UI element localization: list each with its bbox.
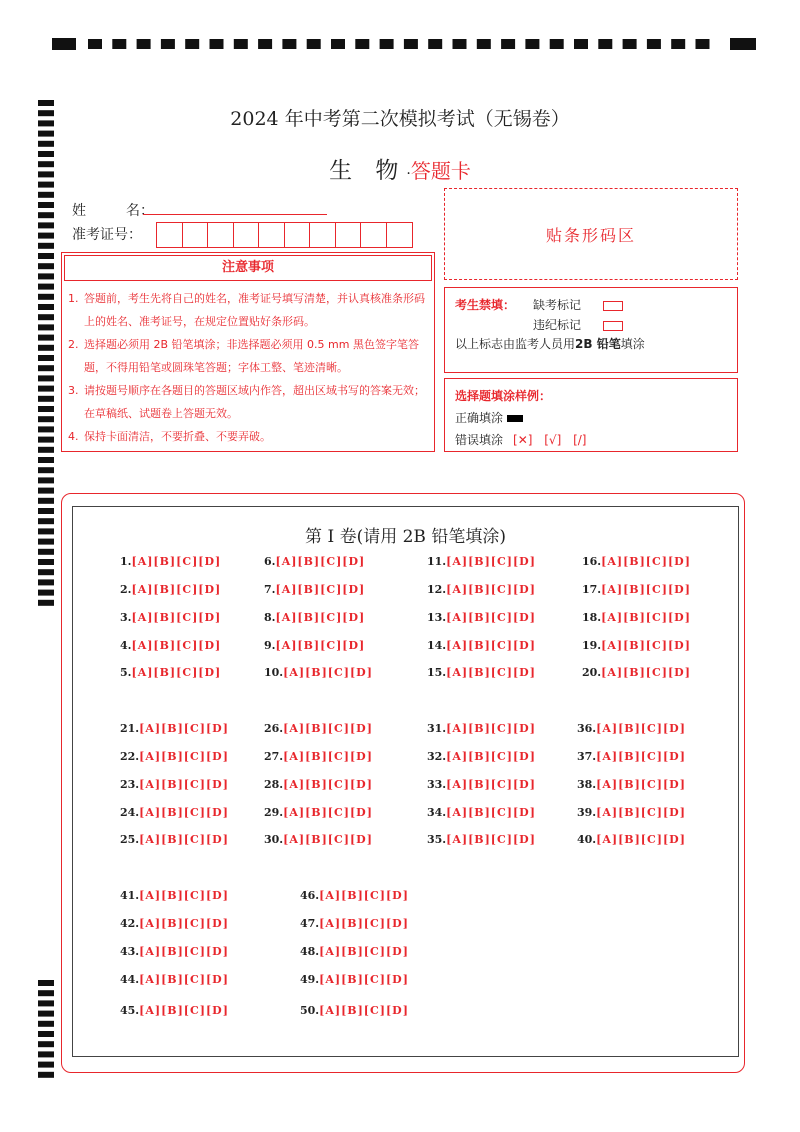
timing-mark [38,477,54,483]
question-item [427,806,536,819]
question-number: 44. [120,973,140,986]
question-number: 33. [427,778,447,791]
answer-bubbles[interactable]: [A][B][C][D] [601,583,691,596]
answer-bubbles[interactable]: [A][B][C][D] [139,945,229,958]
timing-mark [185,39,199,49]
answer-bubbles[interactable]: [A][B][C][D] [446,666,536,679]
answer-bubbles[interactable]: [A][B][C][D] [139,1004,229,1017]
notice-item-number: 4. [68,430,79,443]
violation-mark-row [533,316,623,333]
answer-bubbles[interactable]: [A][B][C][D] [596,750,686,763]
absent-mark-box[interactable] [603,301,623,311]
question-number: 31. [427,722,447,735]
timing-mark [38,528,54,534]
timing-mark [38,192,54,198]
timing-mark [38,518,54,524]
answer-bubbles[interactable]: [A][B][C][D] [139,889,229,902]
question-number: 1. [120,555,132,568]
timing-mark [38,488,54,494]
question-item [264,639,365,652]
timing-mark [38,1011,54,1017]
timing-mark [331,39,345,49]
question-item [427,722,536,735]
answer-bubbles[interactable]: [A][B][C][D] [596,833,686,846]
notice-item [68,379,428,425]
question-item [577,806,686,819]
question-item [300,889,409,902]
timing-mark [38,131,54,137]
timing-mark [38,457,54,463]
question-number: 11. [427,555,447,568]
id-digit-box[interactable] [336,223,362,247]
timing-mark [258,39,272,49]
id-digit-box[interactable] [361,223,387,247]
timing-mark [38,467,54,473]
answer-bubbles[interactable]: [A][B][C][D] [319,1004,409,1017]
question-item [120,889,229,902]
examiner-note-post: 填涂 [620,337,645,351]
answer-bubbles[interactable]: [A][B][C][D] [446,750,536,763]
answer-bubbles[interactable]: [A][B][C][D] [601,611,691,624]
question-item [300,945,409,958]
timing-mark [38,980,54,986]
question-number: 4. [120,639,132,652]
id-digit-box[interactable] [157,223,183,247]
timing-mark [453,39,467,49]
timing-mark [671,39,685,49]
question-number: 22. [120,750,140,763]
id-digit-box[interactable] [183,223,209,247]
examiner-only-label: 考生禁填： [455,298,516,312]
name-label-suffix: 名： [126,203,154,219]
notice-item-text: 请按题号顺序在各题目的答题区域内作答，超出区域书写的答案无效；在草稿纸、试题卷上答题无效。 [84,384,425,420]
answer-bubbles[interactable]: [A][B][C][D] [275,555,366,568]
question-item [582,583,691,596]
question-number: 15. [427,666,447,679]
answer-bubbles[interactable]: [A][B][C][D] [131,639,222,652]
timing-mark [355,39,369,49]
notice-list [68,287,428,448]
question-item [120,722,229,735]
timing-mark [38,1041,54,1047]
answer-bubbles[interactable]: [A][B][C][D] [319,889,409,902]
timing-mark [501,39,515,49]
question-item [264,666,373,679]
timing-mark [234,39,248,49]
section-title: 第 I 卷(请用 2B 铅笔填涂) [305,527,506,547]
answer-card-label: 答题卡 [410,159,471,183]
fill-sample-box [444,378,738,452]
timing-mark [282,39,296,49]
notice-item [68,333,428,379]
question-number: 25. [120,833,140,846]
timing-mark [525,39,539,49]
answer-bubbles[interactable]: [A][B][C][D] [275,611,366,624]
violation-mark-box[interactable] [603,321,623,331]
timing-mark [477,39,491,49]
question-item [120,639,221,652]
answer-bubbles[interactable]: [A][B][C][D] [283,778,373,791]
question-number: 32. [427,750,447,763]
question-number: 47. [300,917,320,930]
answer-bubbles[interactable]: [A][B][C][D] [319,945,409,958]
question-number: 18. [582,611,602,624]
answer-bubbles[interactable]: [A][B][C][D] [319,973,409,986]
id-digit-box[interactable] [259,223,285,247]
question-item [120,973,229,986]
question-item [427,833,536,846]
timing-marks-top [52,38,756,50]
question-item [120,833,229,846]
answer-bubbles[interactable]: [A][B][C][D] [446,806,536,819]
question-number: 38. [577,778,597,791]
question-number: 6. [264,555,276,568]
answer-bubbles[interactable]: [A][B][C][D] [275,639,366,652]
question-item [427,611,536,624]
absent-mark-label: 缺考标记 [533,298,582,312]
timing-mark [428,39,442,49]
timing-mark [38,243,54,249]
question-item [582,666,691,679]
question-number: 39. [577,806,597,819]
timing-mark [38,549,54,555]
question-number: 30. [264,833,284,846]
timing-mark [38,579,54,585]
question-number: 8. [264,611,276,624]
answer-bubbles[interactable]: [A][B][C][D] [596,806,686,819]
question-item [577,750,686,763]
answer-bubbles[interactable]: [A][B][C][D] [283,806,373,819]
timing-mark [307,39,321,49]
wrong-fill-marks: [✕] [√] [/] [513,433,587,447]
answer-bubbles[interactable]: [A][B][C][D] [446,555,536,568]
question-number: 12. [427,583,447,596]
timing-mark [38,304,54,310]
exam-title: 2024 年中考第二次模拟考试（无锡卷） [230,108,570,130]
question-item [264,833,373,846]
timing-mark [38,426,54,432]
notice-item-text: 答题前，考生先将自己的姓名，准考证号填写清楚，并认真核准条形码上的姓名、准考证号，在规定位置贴好条形码。 [84,292,425,328]
id-digit-box[interactable] [387,223,413,247]
examiner-only-box [444,287,738,373]
answer-bubbles[interactable]: [A][B][C][D] [601,666,691,679]
question-number: 28. [264,778,284,791]
question-number: 41. [120,889,140,902]
question-item [582,611,691,624]
question-number: 40. [577,833,597,846]
answer-bubbles[interactable]: [A][B][C][D] [139,806,229,819]
examiner-note [455,335,645,352]
timing-mark [38,498,54,504]
answer-bubbles[interactable]: [A][B][C][D] [446,722,536,735]
notice-heading: 注意事项 [64,255,432,281]
violation-mark-label: 违纪标记 [533,318,582,332]
id-digit-box[interactable] [234,223,260,247]
notice-box [61,252,435,452]
timing-mark [38,590,54,596]
answer-bubbles[interactable]: [A][B][C][D] [283,666,373,679]
question-number: 37. [577,750,597,763]
answer-bubbles[interactable]: [A][B][C][D] [275,583,366,596]
answer-bubbles[interactable]: [A][B][C][D] [446,833,536,846]
question-item [264,555,365,568]
question-item [120,611,221,624]
timing-mark [598,39,612,49]
question-item [120,555,221,568]
timing-mark [38,396,54,402]
filled-mark-icon [507,415,523,422]
question-number: 49. [300,973,320,986]
question-item [120,1004,229,1017]
timing-mark [623,39,637,49]
question-number: 10. [264,666,284,679]
answer-bubbles[interactable]: [A][B][C][D] [139,973,229,986]
timing-mark [38,416,54,422]
question-item [120,945,229,958]
timing-mark [38,314,54,320]
answer-bubbles[interactable]: [A][B][C][D] [601,555,691,568]
question-item [300,973,409,986]
question-item [264,583,365,596]
subject-name: 生 物 [329,158,407,184]
timing-mark [38,1021,54,1027]
question-number: 13. [427,611,447,624]
timing-marks-left-lower [38,980,56,1080]
question-number: 29. [264,806,284,819]
id-digit-box[interactable] [285,223,311,247]
timing-mark [38,990,54,996]
question-item [427,778,536,791]
question-item [300,917,409,930]
question-number: 46. [300,889,320,902]
timing-mark [38,539,54,545]
answer-bubbles[interactable]: [A][B][C][D] [446,583,536,596]
timing-mark [38,335,54,341]
question-number: 35. [427,833,447,846]
timing-mark [38,294,54,300]
answer-bubbles[interactable]: [A][B][C][D] [283,750,373,763]
question-item [427,639,536,652]
subject-dot: · [406,166,411,182]
question-number: 17. [582,583,602,596]
question-number: 9. [264,639,276,652]
question-item [120,806,229,819]
notice-item-number: 3. [68,384,79,397]
question-item [427,555,536,568]
timing-mark [38,569,54,575]
question-number: 20. [582,666,602,679]
timing-mark [38,600,54,606]
question-number: 26. [264,722,284,735]
answer-bubbles[interactable]: [A][B][C][D] [446,611,536,624]
answer-bubbles[interactable]: [A][B][C][D] [319,917,409,930]
timing-mark [550,39,564,49]
timing-mark [574,39,588,49]
timing-mark [38,345,54,351]
question-number: 34. [427,806,447,819]
question-number: 2. [120,583,132,596]
timing-mark [38,559,54,565]
timing-mark [38,141,54,147]
question-number: 50. [300,1004,320,1017]
id-number-label: 准考证号： [72,227,142,243]
question-item [300,1004,409,1017]
answer-bubbles[interactable]: [A][B][C][D] [283,722,373,735]
timing-mark [38,263,54,269]
subject-heading [0,152,800,185]
question-number: 3. [120,611,132,624]
timing-mark [38,1000,54,1006]
answer-bubbles[interactable]: [A][B][C][D] [446,778,536,791]
notice-item-number: 1. [68,292,79,305]
question-item [577,722,686,735]
answer-bubbles[interactable]: [A][B][C][D] [139,722,229,735]
answer-bubbles[interactable]: [A][B][C][D] [139,833,229,846]
answer-bubbles[interactable]: [A][B][C][D] [131,583,222,596]
question-item [120,917,229,930]
timing-mark [38,406,54,412]
id-digit-box[interactable] [208,223,234,247]
question-number: 45. [120,1004,140,1017]
question-item [120,666,221,679]
notice-item [68,425,428,448]
wrong-fill-label: 错误填涂 [455,433,504,447]
name-field[interactable] [143,214,327,215]
answer-bubbles[interactable]: [A][B][C][D] [139,750,229,763]
timing-mark [88,39,102,49]
notice-item-number: 2. [68,338,79,351]
question-number: 5. [120,666,132,679]
answer-bubbles[interactable]: [A][B][C][D] [139,917,229,930]
timing-mark [137,39,151,49]
examiner-note-bold: 2B 铅笔 [575,337,621,351]
question-item [120,583,221,596]
question-number: 23. [120,778,140,791]
question-item [120,778,229,791]
timing-mark [38,1072,54,1078]
question-number: 27. [264,750,284,763]
id-digit-box[interactable] [310,223,336,247]
barcode-area[interactable]: 贴条形码区 [444,188,738,280]
question-number: 7. [264,583,276,596]
timing-mark [404,39,418,49]
notice-item [68,287,428,333]
question-number: 14. [427,639,447,652]
question-number: 43. [120,945,140,958]
timing-mark [38,1051,54,1057]
question-number: 42. [120,917,140,930]
timing-mark [38,1031,54,1037]
question-number: 48. [300,945,320,958]
question-number: 16. [582,555,602,568]
timing-mark [38,233,54,239]
absent-mark-row [533,296,623,313]
answer-bubbles[interactable]: [A][B][C][D] [131,611,222,624]
correct-fill-row [455,409,523,426]
examiner-note-pre: 以上标志由监考人员用 [455,337,576,351]
question-item [577,778,686,791]
wrong-fill-row [455,431,586,448]
notice-item-text: 选择题必须用 2B 铅笔填涂；非选择题必须用 0.5 mm 黑色签字笔答题，不得用铅笔或圆珠笔答题；字体工整、笔迹清晰。 [84,338,419,374]
question-item [582,555,691,568]
timing-mark [38,365,54,371]
timing-mark [696,39,710,49]
question-item [264,722,373,735]
fill-sample-label: 选择题填涂样例： [455,389,552,403]
question-item [264,611,365,624]
answer-bubbles[interactable]: [A][B][C][D] [446,639,536,652]
timing-mark [38,212,54,218]
question-item [427,583,536,596]
question-item [427,750,536,763]
question-item [582,639,691,652]
correct-fill-label: 正确填涂 [455,411,504,425]
question-item [427,666,536,679]
question-item [264,806,373,819]
question-item [264,778,373,791]
timing-mark [161,39,175,49]
question-item [120,750,229,763]
timing-mark [380,39,394,49]
timing-mark [38,437,54,443]
timing-mark [38,1062,54,1068]
timing-mark [38,324,54,330]
answer-bubbles[interactable]: [A][B][C][D] [139,778,229,791]
timing-mark [38,202,54,208]
id-number-boxes[interactable] [156,222,413,248]
timing-mark [38,447,54,453]
timing-mark [38,386,54,392]
question-number: 36. [577,722,597,735]
answer-bubbles[interactable]: [A][B][C][D] [131,555,222,568]
answer-bubbles[interactable]: [A][B][C][D] [601,639,691,652]
timing-mark [38,508,54,514]
question-item [264,750,373,763]
timing-mark [38,273,54,279]
timing-mark [210,39,224,49]
question-number: 21. [120,722,140,735]
notice-item-text: 保持卡面清洁，不要折叠、不要弄破。 [84,430,271,443]
timing-mark [38,222,54,228]
timing-mark [38,375,54,381]
answer-bubbles[interactable]: [A][B][C][D] [596,722,686,735]
timing-mark [38,355,54,361]
name-label-char: 姓 [72,203,86,219]
question-number: 19. [582,639,602,652]
answer-bubbles[interactable]: [A][B][C][D] [283,833,373,846]
timing-mark [38,253,54,259]
name-label [72,200,154,220]
question-item [577,833,686,846]
answer-bubbles[interactable]: [A][B][C][D] [596,778,686,791]
answer-bubbles[interactable]: [A][B][C][D] [131,666,222,679]
timing-mark [38,284,54,290]
timing-mark [647,39,661,49]
timing-mark [112,39,126,49]
question-number: 24. [120,806,140,819]
